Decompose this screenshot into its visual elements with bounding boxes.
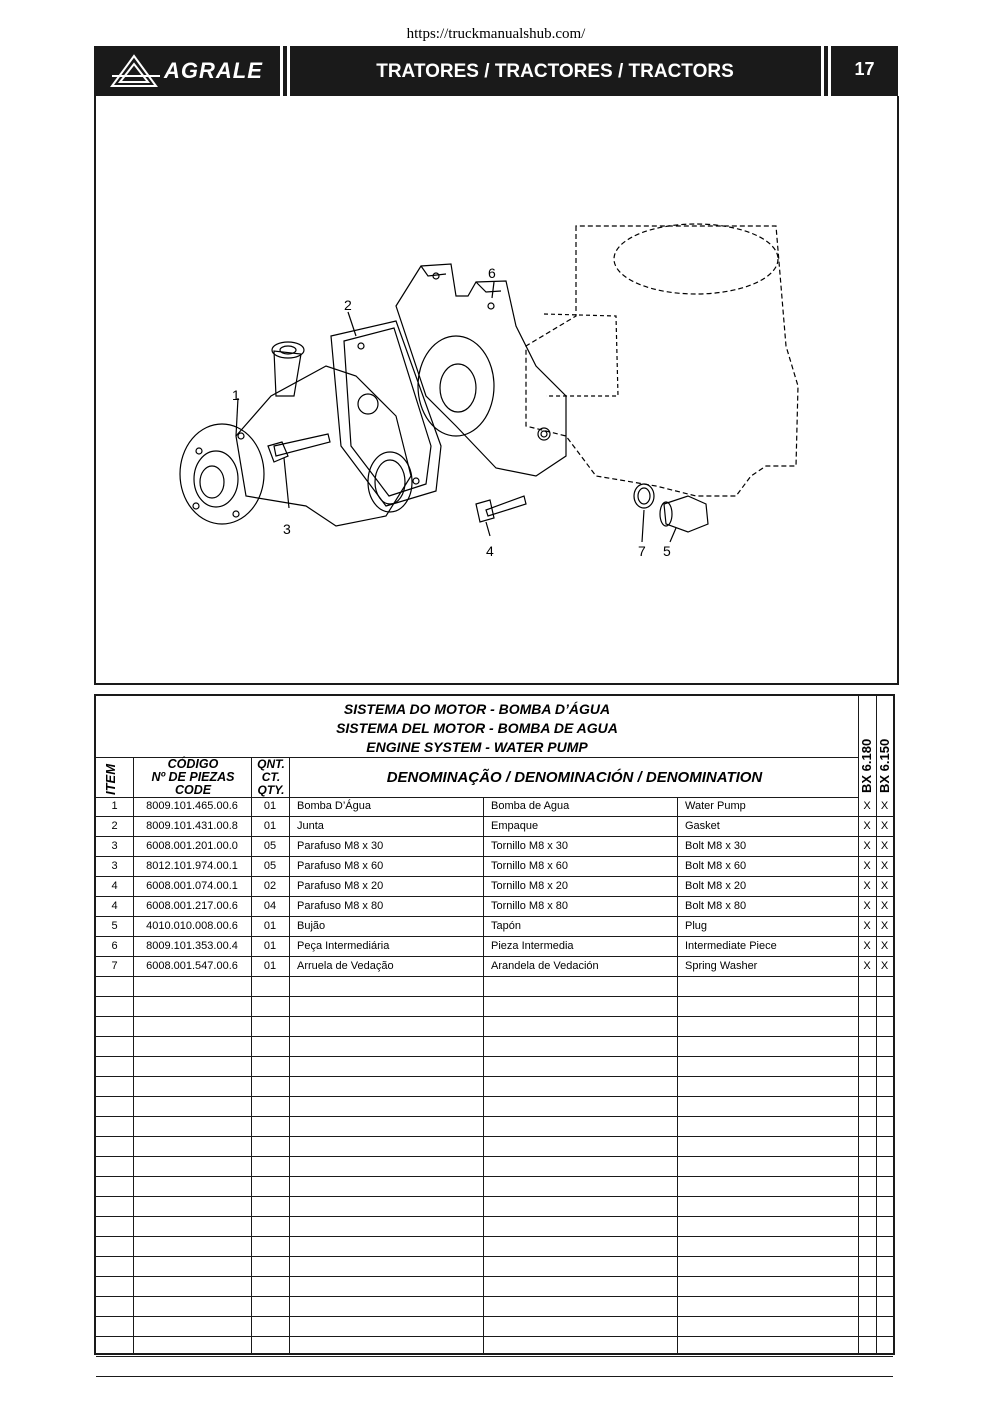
- cell-name-es: [483, 1297, 677, 1316]
- cell-code: [133, 1277, 251, 1296]
- col-item-header: ITEM: [103, 763, 118, 795]
- cell-bx6180: [858, 1137, 876, 1156]
- cell-bx6150: [876, 1157, 893, 1176]
- cell-name-pt: [289, 1217, 483, 1236]
- cell-qty: [251, 1237, 289, 1256]
- cell-qty: [251, 1257, 289, 1276]
- cell-code: [133, 1137, 251, 1156]
- cell-item: [96, 1157, 133, 1176]
- cell-bx6180: X: [863, 820, 871, 832]
- cell-code: [133, 1257, 251, 1276]
- empty-table-row: [96, 1237, 893, 1257]
- cell-bx6150: X: [880, 840, 889, 852]
- cell-item: [96, 1357, 133, 1376]
- cell-bx6150: X: [880, 800, 889, 812]
- cell-qty: [251, 1277, 289, 1296]
- cell-name-pt: [289, 1197, 483, 1216]
- cell-code: [133, 1317, 251, 1336]
- cell-code: [133, 1057, 251, 1076]
- model-header-bx6180: BX 6.180: [858, 696, 877, 797]
- cell-bx6150: [876, 1197, 893, 1216]
- page-title: TRATORES / TRACTORES / TRACTORS: [376, 61, 734, 82]
- cell-bx6150: [876, 1077, 893, 1096]
- cell-bx6180: [858, 977, 876, 996]
- cell-name-pt: [289, 1097, 483, 1116]
- empty-table-row: [96, 1217, 893, 1237]
- callout-5: 5: [663, 543, 671, 559]
- cell-name-en: [677, 1017, 858, 1036]
- callout-4: 4: [486, 543, 494, 559]
- cell-name-en: [677, 1177, 858, 1196]
- empty-table-row: [96, 1197, 893, 1217]
- cell-item: [96, 1197, 133, 1216]
- cell-name-pt: Parafuso M8 x 20: [297, 880, 384, 892]
- cell-item: 2: [111, 820, 118, 832]
- cell-bx6180: [858, 1257, 876, 1276]
- cell-code: [133, 1017, 251, 1036]
- cell-name-en: Spring Washer: [685, 960, 758, 972]
- cell-name-pt: [289, 1257, 483, 1276]
- cell-qty: [251, 997, 289, 1016]
- cell-bx6150: X: [880, 880, 889, 892]
- table-title-en: ENGINE SYSTEM - WATER PUMP: [366, 739, 588, 755]
- cell-code: 6008.001.201.00.0: [146, 840, 238, 852]
- cell-name-es: [483, 1077, 677, 1096]
- empty-table-row: [96, 1137, 893, 1157]
- table-row: [96, 857, 893, 877]
- cell-name-pt: Peça Intermediária: [297, 940, 390, 952]
- cell-bx6180: [858, 1217, 876, 1236]
- callout-6: 6: [488, 265, 496, 281]
- cell-bx6150: [876, 1337, 893, 1356]
- cell-item: 3: [111, 840, 118, 852]
- cell-name-es: [483, 1037, 677, 1056]
- cell-bx6180: [858, 1157, 876, 1176]
- callout-2: 2: [344, 297, 352, 313]
- cell-item: 3: [111, 860, 118, 872]
- cell-name-pt: Bomba D’Água: [297, 800, 371, 812]
- cell-item: [96, 1257, 133, 1276]
- cell-bx6180: X: [863, 880, 871, 892]
- cell-qty: [251, 1157, 289, 1176]
- cell-code: [133, 1237, 251, 1256]
- cell-bx6150: X: [880, 900, 889, 912]
- cell-qty: 01: [263, 820, 277, 832]
- cell-code: [133, 1297, 251, 1316]
- cell-name-es: [483, 1257, 677, 1276]
- cell-item: [96, 1237, 133, 1256]
- cell-name-en: [677, 1237, 858, 1256]
- cell-name-es: Tornillo M8 x 80: [491, 900, 569, 912]
- cell-bx6150: [876, 1017, 893, 1036]
- cell-name-es: Tornillo M8 x 60: [491, 860, 569, 872]
- cell-qty: [251, 1337, 289, 1356]
- cell-name-en: [677, 977, 858, 996]
- cell-name-pt: [289, 1177, 483, 1196]
- page-header: [94, 46, 898, 96]
- cell-qty: [251, 1057, 289, 1076]
- cell-name-en: Plug: [685, 920, 708, 932]
- empty-table-row: [96, 1077, 893, 1097]
- cell-name-es: [483, 1357, 677, 1376]
- cell-name-pt: [289, 977, 483, 996]
- cell-name-pt: Parafuso M8 x 30: [297, 840, 384, 852]
- empty-table-row: [96, 1317, 893, 1337]
- cell-qty: 01: [263, 800, 277, 812]
- empty-table-row: [96, 997, 893, 1017]
- cell-name-en: [677, 1217, 858, 1236]
- cell-name-es: [483, 997, 677, 1016]
- empty-table-row: [96, 1157, 893, 1177]
- water-pump-drawing: [96, 96, 897, 683]
- cell-bx6180: X: [863, 920, 871, 932]
- cell-name-en: [677, 1157, 858, 1176]
- cell-code: 6008.001.074.00.1: [146, 880, 238, 892]
- cell-name-es: Tornillo M8 x 20: [491, 880, 569, 892]
- col-qty-header: QNT. CT. QTY.: [251, 758, 290, 797]
- cell-bx6180: [858, 997, 876, 1016]
- cell-qty: [251, 977, 289, 996]
- cell-name-es: [483, 1097, 677, 1116]
- cell-code: [133, 1037, 251, 1056]
- cell-qty: [251, 1197, 289, 1216]
- cell-bx6150: [876, 1217, 893, 1236]
- cell-name-en: [677, 1317, 858, 1336]
- cell-qty: [251, 1177, 289, 1196]
- cell-name-pt: Bujão: [297, 920, 326, 932]
- brand-name: AGRALE: [164, 58, 263, 83]
- cell-name-pt: [289, 1317, 483, 1336]
- cell-name-en: [677, 1257, 858, 1276]
- cell-bx6150: [876, 1057, 893, 1076]
- cell-bx6150: [876, 1257, 893, 1276]
- cell-name-pt: Arruela de Vedação: [297, 960, 394, 972]
- cell-name-pt: [289, 1017, 483, 1036]
- cell-name-pt: Parafuso M8 x 80: [297, 900, 384, 912]
- cell-bx6150: [876, 997, 893, 1016]
- cell-qty: 01: [263, 940, 277, 952]
- cell-qty: [251, 1097, 289, 1116]
- source-url[interactable]: https://truckmanualshub.com/: [406, 26, 586, 42]
- cell-name-en: Bolt M8 x 80: [685, 900, 747, 912]
- cell-item: [96, 997, 133, 1016]
- cell-name-en: [677, 1277, 858, 1296]
- cell-bx6180: [858, 1197, 876, 1216]
- cell-name-es: [483, 977, 677, 996]
- cell-name-en: Water Pump: [685, 800, 746, 812]
- cell-qty: [251, 1077, 289, 1096]
- empty-table-row: [96, 1037, 893, 1057]
- cell-bx6150: [876, 1137, 893, 1156]
- table-row: [96, 817, 893, 837]
- empty-table-row: [96, 1057, 893, 1077]
- cell-name-es: [483, 1197, 677, 1216]
- cell-name-es: [483, 1117, 677, 1136]
- empty-table-row: [96, 1337, 893, 1357]
- cell-item: 4: [111, 900, 118, 912]
- table-title-es: SISTEMA DEL MOTOR - BOMBA DE AGUA: [336, 720, 618, 736]
- cell-item: [96, 1177, 133, 1196]
- cell-bx6150: [876, 1037, 893, 1056]
- cell-qty: [251, 1037, 289, 1056]
- cell-bx6180: X: [863, 940, 871, 952]
- cell-bx6180: [858, 1057, 876, 1076]
- cell-code: [133, 1097, 251, 1116]
- cell-bx6180: [858, 1117, 876, 1136]
- cell-name-en: [677, 1077, 858, 1096]
- cell-name-es: [483, 1157, 677, 1176]
- cell-bx6150: [876, 1357, 893, 1376]
- callout-3: 3: [283, 521, 291, 537]
- table-title-pt: SISTEMA DO MOTOR - BOMBA D’ÁGUA: [343, 701, 611, 717]
- cell-code: [133, 1217, 251, 1236]
- agrale-logo: [106, 50, 274, 92]
- cell-item: [96, 1077, 133, 1096]
- cell-item: [96, 1017, 133, 1036]
- cell-bx6180: [858, 1097, 876, 1116]
- empty-table-row: [96, 977, 893, 997]
- cell-name-en: Bolt M8 x 20: [685, 880, 747, 892]
- header-divider: [280, 46, 290, 96]
- diagram-callouts: [232, 265, 671, 559]
- cell-name-es: [483, 1177, 677, 1196]
- cell-bx6150: [876, 1237, 893, 1256]
- cell-qty: [251, 1137, 289, 1156]
- empty-table-row: [96, 1017, 893, 1037]
- cell-item: 6: [111, 940, 118, 952]
- cell-bx6150: X: [880, 860, 889, 872]
- cell-name-es: Empaque: [491, 820, 539, 832]
- cell-code: 8009.101.431.00.8: [146, 820, 238, 832]
- cell-bx6180: X: [863, 960, 871, 972]
- empty-table-row: [96, 1277, 893, 1297]
- cell-name-pt: [289, 1137, 483, 1156]
- cell-qty: [251, 1357, 289, 1376]
- cell-code: [133, 1177, 251, 1196]
- cell-bx6150: X: [880, 920, 889, 932]
- model-header-bx6150: BX 6.150: [876, 696, 895, 797]
- cell-bx6180: [858, 1077, 876, 1096]
- cell-bx6180: [858, 1357, 876, 1376]
- cell-name-en: [677, 1117, 858, 1136]
- cell-bx6150: [876, 1297, 893, 1316]
- empty-table-row: [96, 1097, 893, 1117]
- col-denomination-header: DENOMINAÇÃO / DENOMINACIÓN / DENOMINATION: [289, 758, 859, 797]
- exploded-view-diagram: [94, 96, 899, 685]
- cell-name-en: [677, 1357, 858, 1376]
- cell-qty: [251, 1017, 289, 1036]
- cell-name-pt: [289, 1117, 483, 1136]
- table-body: [96, 797, 893, 1377]
- cell-bx6150: [876, 1277, 893, 1296]
- cell-name-pt: [289, 1077, 483, 1096]
- cell-item: [96, 1297, 133, 1316]
- cell-name-pt: [289, 997, 483, 1016]
- empty-table-row: [96, 1117, 893, 1137]
- cell-code: 8012.101.974.00.1: [146, 860, 238, 872]
- cell-bx6180: X: [863, 900, 871, 912]
- cell-code: 6008.001.547.00.6: [146, 960, 238, 972]
- table-row: [96, 937, 893, 957]
- cell-name-en: [677, 1297, 858, 1316]
- cell-bx6180: [858, 1177, 876, 1196]
- cell-name-es: Tapón: [491, 920, 521, 932]
- cell-qty: 05: [263, 860, 277, 872]
- cell-name-es: [483, 1017, 677, 1036]
- cell-qty: [251, 1117, 289, 1136]
- cell-code: 8009.101.353.00.4: [146, 940, 238, 952]
- cell-item: 5: [111, 920, 118, 932]
- cell-name-en: [677, 1097, 858, 1116]
- cell-name-en: [677, 1037, 858, 1056]
- cell-item: 4: [111, 880, 118, 892]
- cell-bx6150: X: [880, 960, 889, 972]
- empty-table-row: [96, 1297, 893, 1317]
- cell-item: [96, 1317, 133, 1336]
- agrale-logo-icon: [108, 52, 164, 90]
- cell-name-pt: [289, 1157, 483, 1176]
- cell-code: [133, 997, 251, 1016]
- cell-bx6180: [858, 1317, 876, 1336]
- empty-table-row: [96, 1257, 893, 1277]
- cell-bx6180: [858, 1017, 876, 1036]
- cell-code: [133, 1337, 251, 1356]
- cell-name-es: [483, 1317, 677, 1336]
- cell-name-pt: [289, 1357, 483, 1376]
- cell-code: [133, 1077, 251, 1096]
- cell-bx6180: X: [863, 840, 871, 852]
- cell-bx6180: [858, 1037, 876, 1056]
- cell-code: [133, 1157, 251, 1176]
- cell-name-es: [483, 1337, 677, 1356]
- cell-name-es: Arandela de Vedación: [491, 960, 599, 972]
- cell-bx6180: [858, 1237, 876, 1256]
- cell-bx6180: [858, 1297, 876, 1316]
- cell-qty: 04: [263, 900, 277, 912]
- cell-bx6150: X: [880, 940, 889, 952]
- cell-name-pt: [289, 1337, 483, 1356]
- cell-item: [96, 1137, 133, 1156]
- cell-code: [133, 1357, 251, 1376]
- cell-bx6180: X: [863, 800, 871, 812]
- cell-bx6180: X: [863, 860, 871, 872]
- cell-qty: 01: [263, 920, 277, 932]
- header-divider: [821, 46, 831, 96]
- cell-item: [96, 1097, 133, 1116]
- cell-name-pt: [289, 1057, 483, 1076]
- cell-bx6180: [858, 1277, 876, 1296]
- cell-code: 6008.001.217.00.6: [146, 900, 238, 912]
- column-header-row: [96, 758, 858, 798]
- cell-bx6150: [876, 1317, 893, 1336]
- cell-name-pt: [289, 1237, 483, 1256]
- cell-item: [96, 1217, 133, 1236]
- table-row: [96, 897, 893, 917]
- cell-name-pt: Parafuso M8 x 60: [297, 860, 384, 872]
- cell-bx6150: [876, 977, 893, 996]
- cell-name-en: Bolt M8 x 60: [685, 860, 747, 872]
- cell-name-es: Pieza Intermedia: [491, 940, 574, 952]
- empty-table-row: [96, 1177, 893, 1197]
- cell-name-es: Tornillo M8 x 30: [491, 840, 569, 852]
- cell-name-es: [483, 1217, 677, 1236]
- cell-item: [96, 977, 133, 996]
- cell-name-en: [677, 1137, 858, 1156]
- parts-table: [94, 694, 895, 1355]
- cell-name-en: [677, 997, 858, 1016]
- cell-qty: [251, 1217, 289, 1236]
- empty-table-row: [96, 1357, 893, 1377]
- cell-bx6150: [876, 1097, 893, 1116]
- table-row: [96, 877, 893, 897]
- table-row: [96, 917, 893, 937]
- col-code-header: CÓDIGO Nº DE PIEZAS CODE: [133, 758, 252, 797]
- cell-qty: 02: [263, 880, 277, 892]
- cell-bx6150: X: [880, 820, 889, 832]
- table-row: [96, 797, 893, 817]
- cell-name-en: Bolt M8 x 30: [685, 840, 747, 852]
- callout-7: 7: [638, 543, 646, 559]
- cell-name-pt: [289, 1037, 483, 1056]
- cell-item: [96, 1277, 133, 1296]
- cell-item: 7: [111, 960, 118, 972]
- page-number: 17: [854, 59, 875, 79]
- cell-name-pt: [289, 1277, 483, 1296]
- cell-code: [133, 977, 251, 996]
- cell-name-es: [483, 1137, 677, 1156]
- cell-name-en: Gasket: [685, 820, 720, 832]
- cell-code: 4010.010.008.00.6: [146, 920, 238, 932]
- cell-name-en: [677, 1197, 858, 1216]
- cell-name-en: [677, 1057, 858, 1076]
- cell-name-es: [483, 1057, 677, 1076]
- cell-item: 1: [111, 800, 118, 812]
- cell-bx6180: [858, 1337, 876, 1356]
- cell-item: [96, 1057, 133, 1076]
- cell-qty: 05: [263, 840, 277, 852]
- cell-bx6150: [876, 1177, 893, 1196]
- cell-code: [133, 1117, 251, 1136]
- cell-name-es: [483, 1277, 677, 1296]
- table-title: [96, 696, 858, 758]
- cell-name-en: Intermediate Piece: [685, 940, 777, 952]
- cell-code: [133, 1197, 251, 1216]
- cell-qty: 01: [263, 960, 277, 972]
- cell-bx6150: [876, 1117, 893, 1136]
- table-row: [96, 837, 893, 857]
- cell-name-en: [677, 1337, 858, 1356]
- cell-code: 8009.101.465.00.6: [146, 800, 238, 812]
- cell-name-pt: Junta: [297, 820, 324, 832]
- table-row: [96, 957, 893, 977]
- cell-name-es: Bomba de Agua: [491, 800, 570, 812]
- callout-1: 1: [232, 387, 240, 403]
- cell-qty: [251, 1297, 289, 1316]
- cell-name-pt: [289, 1297, 483, 1316]
- cell-qty: [251, 1317, 289, 1336]
- cell-item: [96, 1037, 133, 1056]
- cell-item: [96, 1117, 133, 1136]
- cell-item: [96, 1337, 133, 1356]
- cell-name-es: [483, 1237, 677, 1256]
